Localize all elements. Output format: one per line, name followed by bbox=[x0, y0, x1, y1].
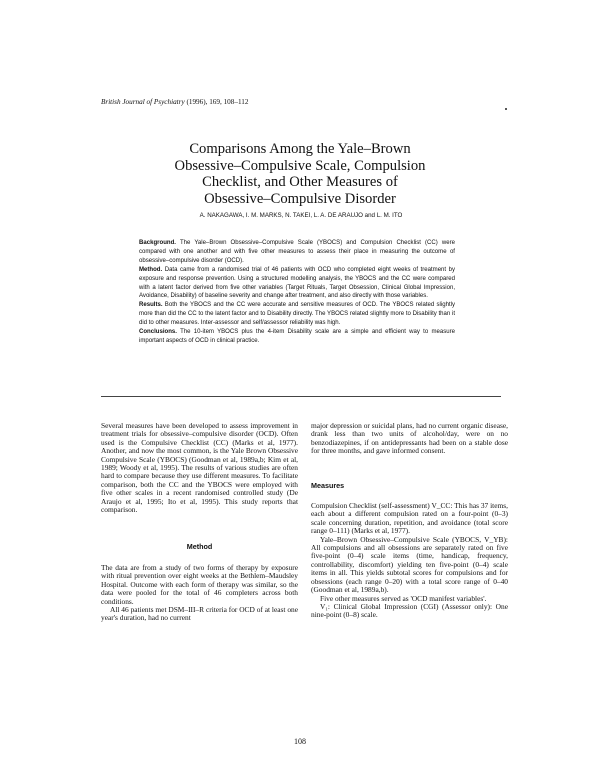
page-speck bbox=[505, 108, 507, 110]
method-paragraph: All 46 patients met DSM–III–R criteria for OCD of at least one year's duration, had no current bbox=[101, 604, 298, 623]
abstract-text: Both the YBOCS and the CC were accurate and sensitive measures of OCD. The YBOCS related slightly more than did the CC to the latent factor and to Disability directly. The YBOCS related slightly more to Disability than it did to other measures. Inter-assessor and self/assessor reliability was high. bbox=[139, 302, 455, 327]
abstract-text: Data came from a randomised trial of 46 patients with OCD who completed eight weeks of treatment by exposure and response prevention. Using a structured modelling analysis, the YBOCS and the CC were compared with a latent factor derived from five other variables (Target Rituals, Target Obsession, Clinical Global Impression, Avoidance, Disability) of baseline severity and change after treatment, and also directly with those variables. bbox=[139, 266, 455, 300]
title-line: Obsessive–Compulsive Scale, Compulsion bbox=[174, 157, 426, 174]
author-list: A. NAKAGAWA, I. M. MARKS, N. TAKEI, L. A. DE ARAUJO and L. M. ITO bbox=[199, 212, 403, 219]
section-divider bbox=[101, 396, 501, 397]
abstract-label: Results. bbox=[139, 302, 163, 309]
journal-name: British Journal of Psychiatry bbox=[101, 98, 185, 106]
abstract-label: Background. bbox=[139, 240, 176, 246]
abstract bbox=[139, 239, 455, 346]
continued-paragraph: major depression or suicidal plans, had no current organic disease, drank less than two units of alcohol/day, were on no benzodiazepines, if on antidepressants had been on a stable dose for three months, and gave informed consent. bbox=[311, 421, 508, 456]
page-number: 108 bbox=[294, 737, 306, 746]
abstract-conclusions bbox=[139, 328, 455, 346]
abstract-text: The Yale–Brown Obsessive–Compulsive Scale (YBOCS) and Compulsion Checklist (CC) were compared with one another and with five other measures to assess their place in measuring the outcome of obsessive–compulsive disorder (OCD). bbox=[139, 240, 455, 264]
title-line: Comparisons Among the Yale–Brown bbox=[189, 141, 411, 157]
abstract-background bbox=[139, 239, 455, 266]
abstract-label: Conclusions. bbox=[139, 329, 177, 336]
left-column bbox=[101, 422, 298, 623]
title-line: Obsessive–Compulsive Disorder bbox=[204, 191, 396, 208]
measures-paragraph: Yale–Brown Obsessive–Compulsive Scale (YBOCS, V_YB): All compulsions and all obsessions are separately rated on five five-point (0–4) scale items (time, handicap, frequency, controllability, discomfort) yielding ten five-point (0–4) scale items in all. This yields subtotal scores for compulsions and for obsessions (each range 0–20) with a total score range of 0–40 (Goodman et al, 1989a,b). bbox=[311, 534, 508, 595]
abstract-text: The 10-item YBOCS plus the 4-item Disability scale are a simple and efficient way to measure important aspects of OCD in clinical practice. bbox=[139, 329, 455, 344]
measures-heading: Measures bbox=[311, 480, 345, 490]
running-header bbox=[101, 98, 521, 106]
abstract-label: Method. bbox=[139, 266, 163, 273]
measures-paragraph: Five other measures served as 'OCD manifest variables'. bbox=[320, 593, 487, 603]
title-line: Checklist, and Other Measures of bbox=[202, 174, 398, 191]
abstract-results bbox=[139, 301, 455, 328]
measures-paragraph: V₁: Clinical Global Impression (CGI) (Assessor only): One nine-point (0–8) scale. bbox=[311, 601, 508, 620]
method-heading: Method bbox=[186, 542, 213, 552]
journal-citation: (1996), 169, 108–112 bbox=[186, 98, 249, 106]
measures-paragraph: Compulsion Checklist (self-assessment) V_CC: This has 37 items, each about a different compulsion rated on a four-point (0–3) scale concerning duration, repetition, and avoidance (total score range 0–111) (Marks et al, 1977). bbox=[311, 501, 508, 536]
method-paragraph: The data are from a study of two forms of therapy by exposure with ritual prevention over eight weeks at the Bethlem–Maudsley Hospital. Outcome with each form of therapy was similar, so the data were pooled for the total of 46 completers across both conditions. bbox=[101, 562, 298, 606]
article-title bbox=[150, 141, 450, 208]
abstract-method bbox=[139, 266, 455, 302]
intro-paragraph: Several measures have been developed to assess improvement in treatment trials for obsessive–compulsive disorder (OCD). Often used is the Compulsive Checklist (CC) (Marks et al, 1977). Another, and now the most common, is the Yale Brown Obsessive Compulsive Scale (YBOCS) (Goodman et al, 1989a,b; Kim et al, 1989; Woody et al, 1995). The results of various studies are often hard to compare because they use different measures. To facilitate comparison, both the CC and the YBOCS were employed with five other scales in a recent randomised controlled study (De Araujo et al, 1995; Ito et al, 1995). This study reports that comparison. bbox=[101, 421, 298, 515]
right-column bbox=[311, 422, 508, 620]
